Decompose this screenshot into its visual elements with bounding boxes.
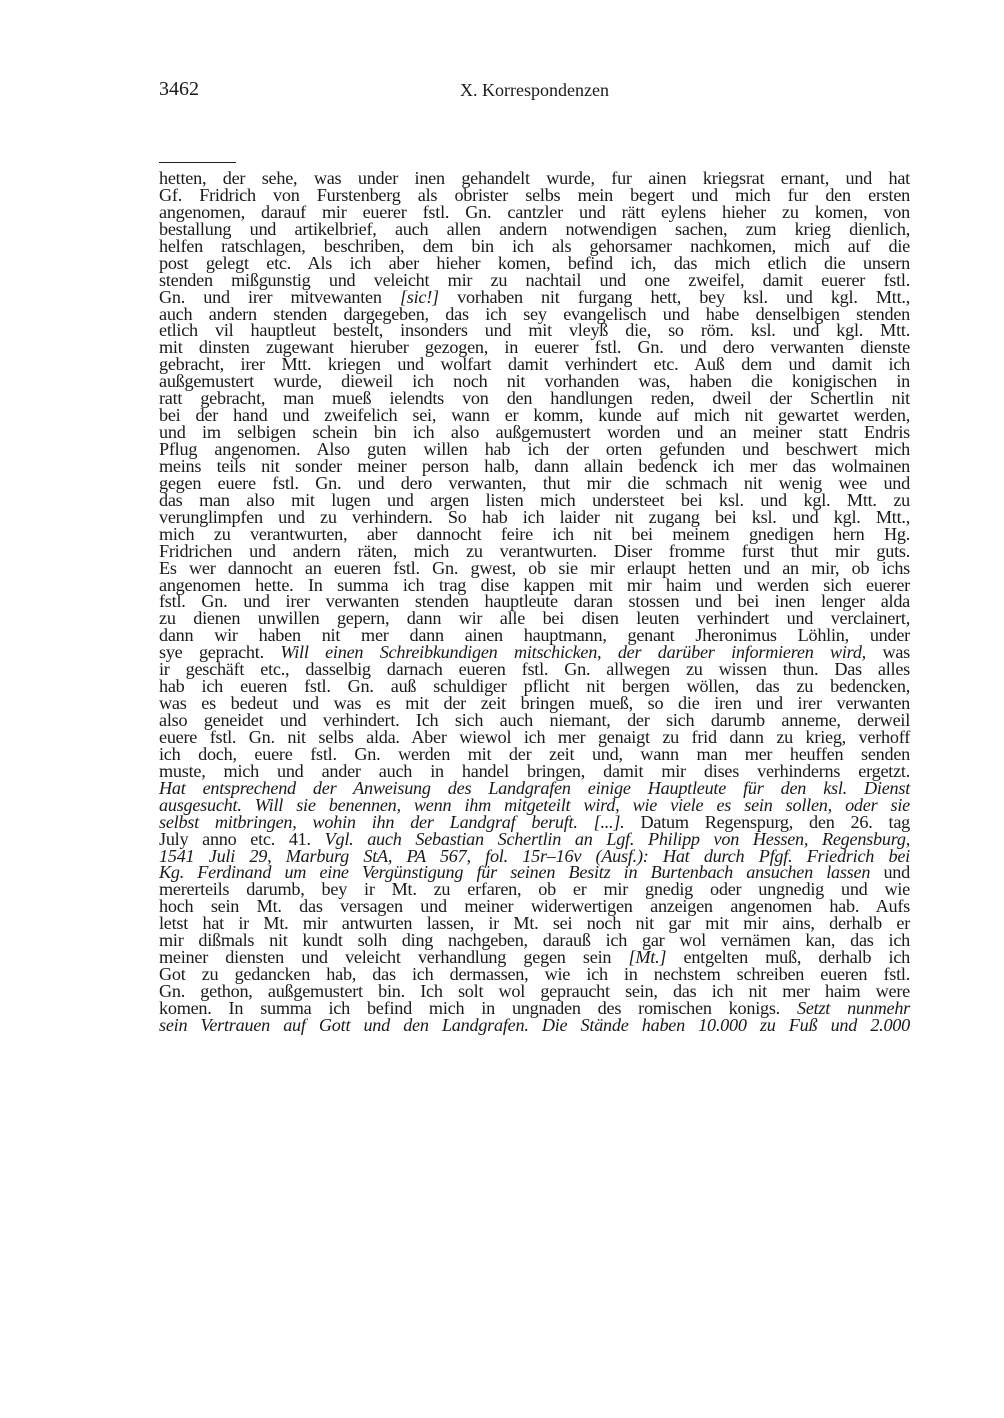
footnote-separator-rule [159, 162, 236, 163]
source-text: Datum Regenspurg, den 26. tag [624, 811, 911, 832]
source-text: Fridrichen und andern räten, mich zu verantwurten. Diser fromme furst thut mir guts. [159, 540, 910, 561]
source-text: vorhaben nit furgang hett, bey ksl. und kgl. Mtt., [438, 286, 910, 307]
source-text: mich zu verantwurten, aber dannocht feire ich nit bei meinem gnedigen hern Hg. [159, 523, 910, 544]
source-text: gebracht, irer Mtt. kriegen und wolfart damit verhindert etc. Auß dem und damit ich [159, 354, 910, 375]
source-text: komen. In summa ich befind mich in ungnaden des romischen konigs. [159, 997, 797, 1018]
source-text: euere fstl. Gn. nit selbs alda. Aber wiewol ich mer genaigt zu frid dann zu krieg, verhoff [159, 726, 910, 747]
source-text: mit dinsten zugewant hieruber gezogen, in euerer fstl. Gn. und dero verwanten dienste [159, 337, 910, 358]
editorial-italic-text: sein Vertrauen auf Gott und den Landgrafen. Die Stände haben 10.000 zu Fuß und 2.000 [159, 1014, 910, 1035]
source-text: letst hat ir Mt. mir antwurten lassen, ir Mt. sei noch nit gar mit mir ains, derhalb er [159, 913, 910, 934]
text-line [159, 1014, 910, 1035]
editorial-italic-text: Will einen Schreibkundigen mitschicken, der darüber informieren wird, [280, 642, 866, 663]
source-text: helfen ratschlagen, beschriben, dem bin ich als gehorsamer nachkomen, mich auf die [159, 235, 910, 256]
source-text: Gn. gethon, außgemustert bin. Ich solt wol gepraucht sein, das ich nit mer haim were [159, 981, 910, 1001]
source-text: gegen euere fstl. Gn. und dero verwanten, thut mir die schmach nit wenig wee und [159, 472, 910, 493]
source-text: sye gepracht. [159, 642, 281, 663]
source-text: auch andern stenden dargegeben, das ich sey evangelisch und habe denselbigen stenden [159, 303, 910, 324]
source-text: mir dißmals nit kundt solh ding nachgeben, darauß ich gar wol vernämen kan, das ich [159, 930, 910, 951]
source-text: und im selbigen schein bin ich also außgemustert worden und an meiner statt Endris [159, 422, 910, 443]
source-text: fstl. Gn. und irer verwanten stenden hauptleute daran stossen und bei inen lenger alda [159, 591, 910, 612]
editorial-italic-text: Setzt nunmehr [796, 997, 910, 1018]
source-text: ich doch, euere fstl. Gn. werden mit der zeit und, wann man mer heuffen senden [159, 743, 910, 764]
source-text: ir geschäft etc., dasselbig darnach eueren fstl. Gn. allwegen zu wissen thun. Das alles [159, 659, 910, 680]
source-text: Es wer dannocht an eueren fstl. Gn. gwest, ob sie mir erlaupt hetten und an mir, ob ichs [159, 557, 910, 578]
source-text: was es bedeut und was es mit der zeit bringen mueß, so die iren und irer verwanten [159, 693, 910, 714]
running-title: X. Korrespondenzen [460, 80, 609, 100]
source-text: ratt gebracht, man mueß ielendts von den handlungen reden, dweil der Schertlin nit [159, 388, 910, 409]
source-text: meins teils nit sonder meiner person halb, dann allain bedenck ich mer das wolmainen [159, 455, 910, 476]
source-text: angenomen, darauf mir euerer fstl. Gn. cantzler und rätt eylens hieher zu komen, von [159, 201, 910, 222]
source-text: etlich vil hauptleut bestelt, insonders und mit vleyß die, so röm. ksl. und kgl. Mtt. [159, 320, 910, 341]
source-text: dann wir haben nit mer dann ainen hauptmann, genant Jheronimus Löhlin, under [159, 625, 910, 646]
source-text: das man also mit lugen und argen listen mich understeet bei ksl. und kgl. Mtt. zu [159, 489, 910, 510]
source-text: meiner diensten und veleicht verhandlung gegen sein [159, 947, 629, 968]
source-text: was [865, 642, 910, 663]
source-text: hetten, der sehe, was under inen gehandelt wurde, fur ainen kriegsrat ernant, und hat [159, 168, 910, 188]
source-text: außgemustert wurde, dieweil ich noch nit vorhanden was, haben die konigischen in [159, 371, 910, 392]
source-text: und [870, 862, 910, 883]
source-text: Gf. Fridrich von Furstenberg als obrister selbs mein begert und mich fur den ersten [159, 184, 910, 205]
source-text: muste, mich und ander auch in handel bringen, damit mir dises verhinderns ergetzt. [159, 760, 910, 781]
source-text: verunglimpfen und zu verhindern. So hab ich laider nit zugang bei ksl. und kgl. Mtt., [159, 506, 910, 527]
editorial-italic-text: Vgl. auch Sebastian Schertlin an Lgf. Philipp von Hessen, Regensburg, [324, 828, 910, 849]
source-text: July anno etc. 41. [159, 828, 325, 849]
source-text: Pflug angenomen. Also guten willen hab ich der orten gefunden und beschwert mich [159, 439, 910, 459]
source-text: Gn. und irer mitvewanten [159, 286, 400, 307]
editorial-italic-text: Hat entsprechend der Anweisung des Landgrafen einige Hauptleute für den ksl. Dienst [159, 777, 910, 798]
source-text: bei der hand und zweifelich sei, wann er komm, kunde auf mich nit gewartet werden, [159, 405, 910, 426]
source-text: bestallung und artikelbrief, auch allen andern notwendigen sachen, zum krieg dienlich, [159, 218, 910, 239]
source-text: also geneidet und verhindert. Ich sich auch niemant, der sich darumb anneme, derweil [159, 710, 910, 730]
editorial-italic-text: [sic!] [399, 286, 439, 307]
source-text: angenomen hette. In summa ich trag dise kappen mit mir haim und werden sich euerer [159, 574, 910, 595]
editorial-italic-text: selbst mitbringen, wohin ihn der Landgraf beruft. [...]. [159, 811, 625, 832]
source-text: post gelegt etc. Als ich aber hieher komen, befind ich, das mich etlich die unsern [159, 252, 910, 273]
editorial-italic-text: [Mt.] [628, 947, 667, 968]
source-text: Got zu gedancken hab, das ich dermassen, wie ich in nechstem schreiben eueren fstl. [159, 964, 910, 985]
page-number: 3462 [159, 78, 199, 100]
editorial-italic-text: 1541 Juli 29, Marburg StA, PA 567, fol. 15r–16v (Ausf.): Hat durch Pfgf. Friedrich bei [159, 845, 910, 866]
source-text: hoch sein Mt. das versagen und meiner widerwertigen anzeigen angenomen hab. Aufs [159, 896, 910, 917]
source-text: stenden mißgunstig und veleicht mir zu nachtail und one zweifel, damit euerer fstl. [159, 269, 910, 290]
source-text: entgelten muß, derhalb ich [666, 947, 911, 968]
source-text: hab ich eueren fstl. Gn. auß schuldiger pflicht nit bergen wöllen, das zu bedencken, [159, 676, 910, 697]
footnote-body-text [159, 170, 910, 1034]
source-text: mererteils darumb, bey ir Mt. zu erfaren, ob er mir gnedig oder ungnedig und wie [159, 879, 910, 900]
source-text: zu dienen unwillen gepern, dann wir alle bei disen leuten verhindert und verclainert, [159, 608, 910, 629]
page-header [159, 78, 910, 106]
editorial-italic-text: ausgesucht. Will sie benennen, wenn ihm mitgeteilt wird, wie viele es sein sollen, oder sie [159, 794, 910, 815]
editorial-italic-text: Kg. Ferdinand um eine Vergünstigung für seinen Besitz in Burtenbach ansuchen lassen [159, 862, 871, 883]
